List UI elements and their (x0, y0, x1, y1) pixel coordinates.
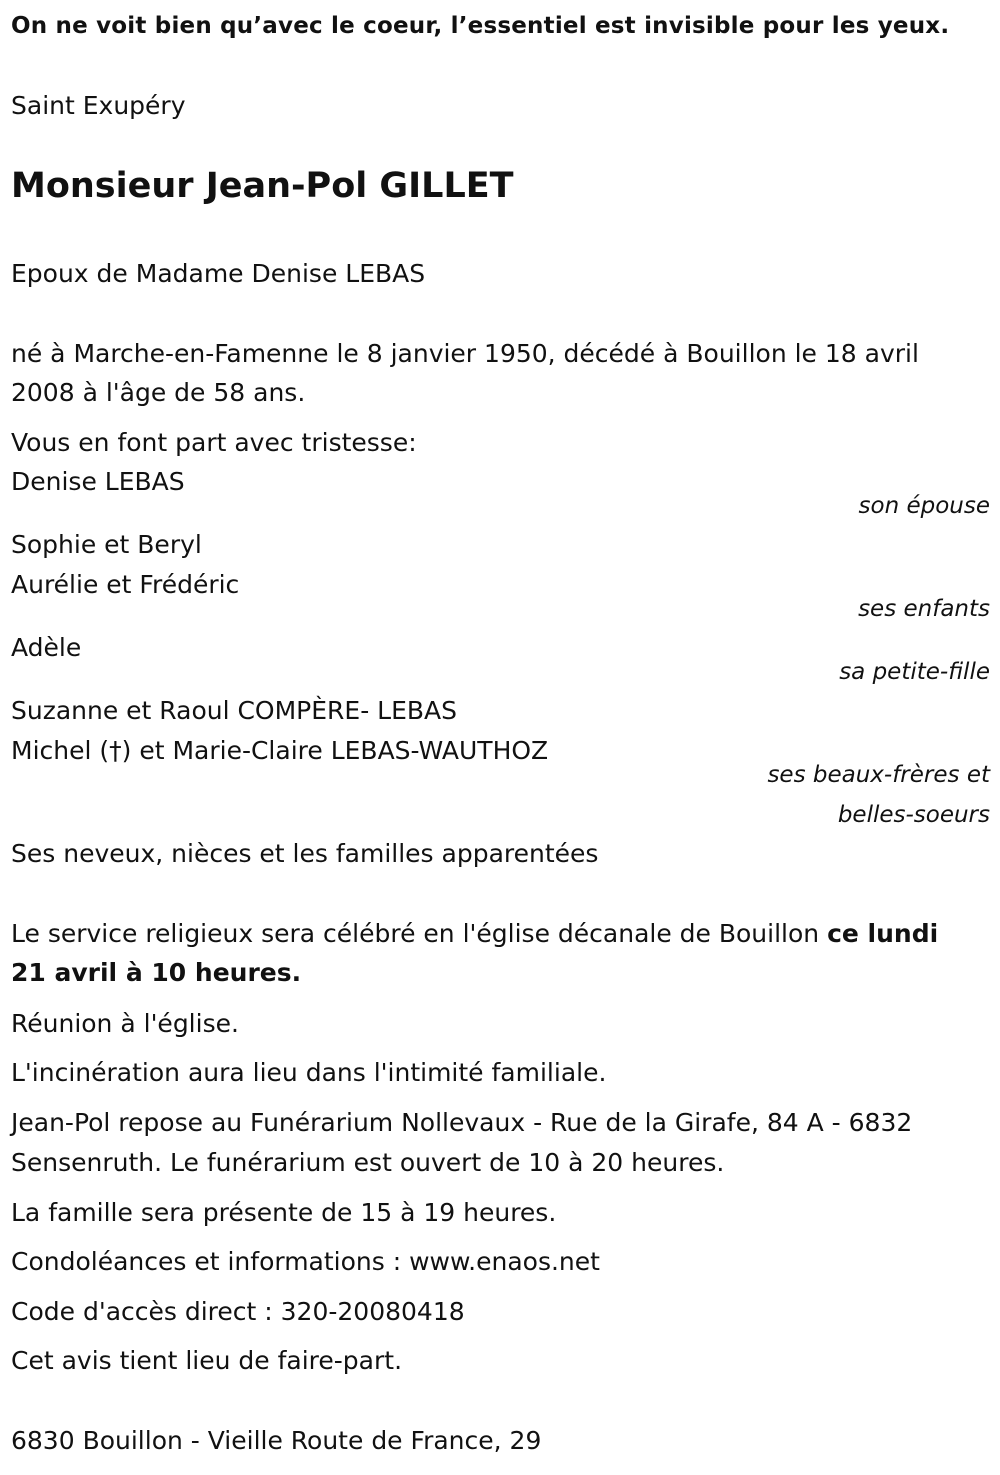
address: 6830 Bouillon - Vieille Route de France, 29 (11, 1426, 542, 1455)
family-role-line-1: ses beaux-frères et (767, 762, 990, 788)
family-presence: La famille sera présente de 15 à 19 heures. (11, 1198, 557, 1227)
announcement-intro: Vous en font part avec tristesse: (11, 428, 417, 457)
quote-author: Saint Exupéry (11, 91, 186, 120)
opening-quote: On ne voit bien qu’avec le coeur, l’essentiel est invisible pour les yeux. (11, 13, 950, 39)
family-role: ses enfants (858, 596, 990, 622)
family-member-name: Adèle (11, 633, 82, 662)
service-date-time: 21 avril à 10 heures. (11, 958, 302, 987)
family-member-name: Suzanne et Raoul COMPÈRE- LEBAS (11, 696, 458, 725)
family-member-name: Sophie et Beryl (11, 530, 202, 559)
extended-family: Ses neveux, nièces et les familles apparentées (11, 839, 599, 868)
funerarium-line-1: Jean-Pol repose au Funérarium Nollevaux - Rue de la Girafe, 84 A - 6832 (11, 1108, 913, 1137)
condolences-info: Condoléances et informations : www.enaos.net (11, 1247, 600, 1276)
family-member-name: Michel (†) et Marie-Claire LEBAS-WAUTHOZ (11, 736, 549, 765)
family-member-name: Denise LEBAS (11, 467, 185, 496)
family-member-name: Aurélie et Frédéric (11, 570, 240, 599)
service-line-1 (11, 914, 938, 954)
spouse-line: Epoux de Madame Denise LEBAS (11, 259, 426, 288)
notice-statement: Cet avis tient lieu de faire-part. (11, 1346, 403, 1375)
detail-line: Réunion à l'église. (11, 1009, 239, 1038)
access-code: Code d'accès direct : 320-20080418 (11, 1297, 465, 1326)
detail-line: L'incinération aura lieu dans l'intimité familiale. (11, 1058, 607, 1087)
birth-death-line-2: 2008 à l'âge de 58 ans. (11, 378, 306, 407)
birth-death-line-1: né à Marche-en-Famenne le 8 janvier 1950, décédé à Bouillon le 18 avril (11, 339, 919, 368)
family-role: son épouse (858, 493, 990, 519)
service-text: Le service religieux sera célébré en l'église décanale de Bouillon (11, 919, 828, 948)
family-role: sa petite-fille (839, 659, 990, 685)
family-role-line-2: belles-soeurs (837, 802, 990, 828)
deceased-name: Monsieur Jean-Pol GILLET (11, 166, 514, 206)
funerarium-line-2: Sensenruth. Le funérarium est ouvert de 10 à 20 heures. (11, 1148, 725, 1177)
service-day: ce lundi (827, 919, 939, 948)
